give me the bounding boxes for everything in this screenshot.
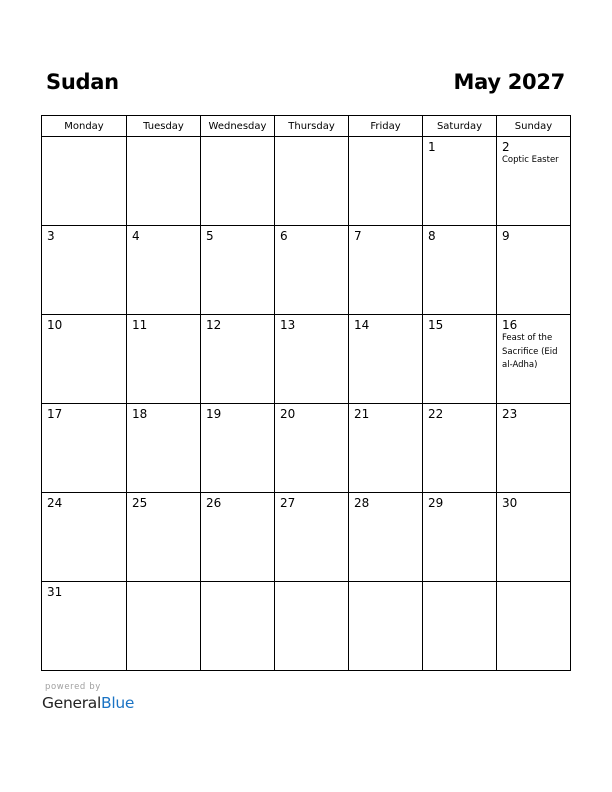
- month-year-title: May 2027: [453, 70, 565, 94]
- day-number: 16: [502, 318, 518, 332]
- day-cell: [349, 315, 423, 404]
- day-cell: [127, 404, 201, 493]
- day-cell: [497, 315, 571, 404]
- day-number: [349, 137, 422, 140]
- day-cell: [423, 493, 497, 582]
- day-number: [201, 137, 274, 140]
- day-cell: [497, 226, 571, 315]
- day-cell: [127, 315, 201, 404]
- day-cell: [497, 493, 571, 582]
- day-cell: [42, 404, 127, 493]
- day-number: 3: [47, 229, 55, 243]
- day-number: [127, 137, 200, 140]
- day-number: 5: [206, 229, 214, 243]
- day-cell: [349, 493, 423, 582]
- day-cell: [42, 226, 127, 315]
- day-number: 30: [502, 496, 518, 510]
- day-number: 19: [206, 407, 222, 421]
- day-number: 7: [354, 229, 362, 243]
- day-cell: [201, 226, 275, 315]
- day-number: 20: [280, 407, 296, 421]
- day-number: 31: [47, 585, 63, 599]
- brand-logo[interactable]: [42, 694, 134, 712]
- week-row: [42, 582, 571, 671]
- day-number: 10: [47, 318, 63, 332]
- day-number: 26: [206, 496, 222, 510]
- day-number: [423, 582, 496, 585]
- day-cell: [42, 315, 127, 404]
- weekday-header: Saturday: [423, 116, 497, 137]
- day-cell: [349, 582, 423, 671]
- day-number: 18: [132, 407, 148, 421]
- holiday-label: Feast of the Sacrifice (Eid al-Adha): [502, 333, 558, 370]
- day-cell: [127, 582, 201, 671]
- day-cell: [349, 226, 423, 315]
- day-number: [497, 582, 570, 585]
- day-number: 9: [502, 229, 510, 243]
- day-number: 15: [428, 318, 444, 332]
- day-cell: [127, 137, 201, 226]
- day-cell: [423, 404, 497, 493]
- day-cell: [423, 226, 497, 315]
- day-cell: [201, 582, 275, 671]
- day-cell: [127, 493, 201, 582]
- weekday-header: Friday: [349, 116, 423, 137]
- brand-blue-text: Blue: [100, 694, 135, 712]
- day-number: [42, 137, 126, 140]
- day-number: 23: [502, 407, 518, 421]
- day-number: [201, 582, 274, 585]
- day-cell: [201, 315, 275, 404]
- day-cell: [201, 493, 275, 582]
- weekday-header: Sunday: [497, 116, 571, 137]
- day-cell: [275, 582, 349, 671]
- day-cell: [275, 137, 349, 226]
- week-row: [42, 226, 571, 315]
- day-cell: [201, 404, 275, 493]
- day-cell: [497, 404, 571, 493]
- day-number: [127, 582, 200, 585]
- week-row: [42, 137, 571, 226]
- day-cell: [275, 226, 349, 315]
- weekday-header: Thursday: [275, 116, 349, 137]
- weekday-header: Tuesday: [127, 116, 201, 137]
- day-number: 12: [206, 318, 222, 332]
- day-number: 8: [428, 229, 436, 243]
- day-cell: [497, 137, 571, 226]
- day-number: 28: [354, 496, 370, 510]
- week-row: [42, 315, 571, 404]
- day-cell: [42, 493, 127, 582]
- day-cell: [127, 226, 201, 315]
- day-number: 25: [132, 496, 148, 510]
- weekday-header: Monday: [42, 116, 127, 137]
- brand-general-text: General: [42, 694, 101, 712]
- day-cell: [275, 404, 349, 493]
- country-title: Sudan: [46, 70, 119, 94]
- weekday-header: Wednesday: [201, 116, 275, 137]
- day-cell: [42, 582, 127, 671]
- day-number: 14: [354, 318, 370, 332]
- day-cell: [423, 315, 497, 404]
- day-number: [275, 582, 348, 585]
- day-number: 22: [428, 407, 444, 421]
- day-cell: [423, 582, 497, 671]
- day-cell: [349, 137, 423, 226]
- weekday-header-row: [42, 116, 571, 137]
- holiday-label: Coptic Easter: [502, 155, 559, 165]
- day-number: [275, 137, 348, 140]
- day-cell: [423, 137, 497, 226]
- day-number: 27: [280, 496, 296, 510]
- day-number: 21: [354, 407, 370, 421]
- day-cell: [275, 493, 349, 582]
- day-number: 24: [47, 496, 63, 510]
- day-number: 4: [132, 229, 140, 243]
- day-number: 11: [132, 318, 148, 332]
- day-number: 29: [428, 496, 444, 510]
- day-number: 6: [280, 229, 288, 243]
- powered-by-label: powered by: [45, 682, 101, 692]
- day-number: 2: [502, 140, 510, 154]
- day-number: 1: [428, 140, 436, 154]
- week-row: [42, 493, 571, 582]
- day-cell: [201, 137, 275, 226]
- week-row: [42, 404, 571, 493]
- day-number: 13: [280, 318, 296, 332]
- day-cell: [42, 137, 127, 226]
- day-cell: [349, 404, 423, 493]
- day-cell: [497, 582, 571, 671]
- calendar-grid: [41, 115, 571, 671]
- day-cell: [275, 315, 349, 404]
- day-number: 17: [47, 407, 63, 421]
- day-number: [349, 582, 422, 585]
